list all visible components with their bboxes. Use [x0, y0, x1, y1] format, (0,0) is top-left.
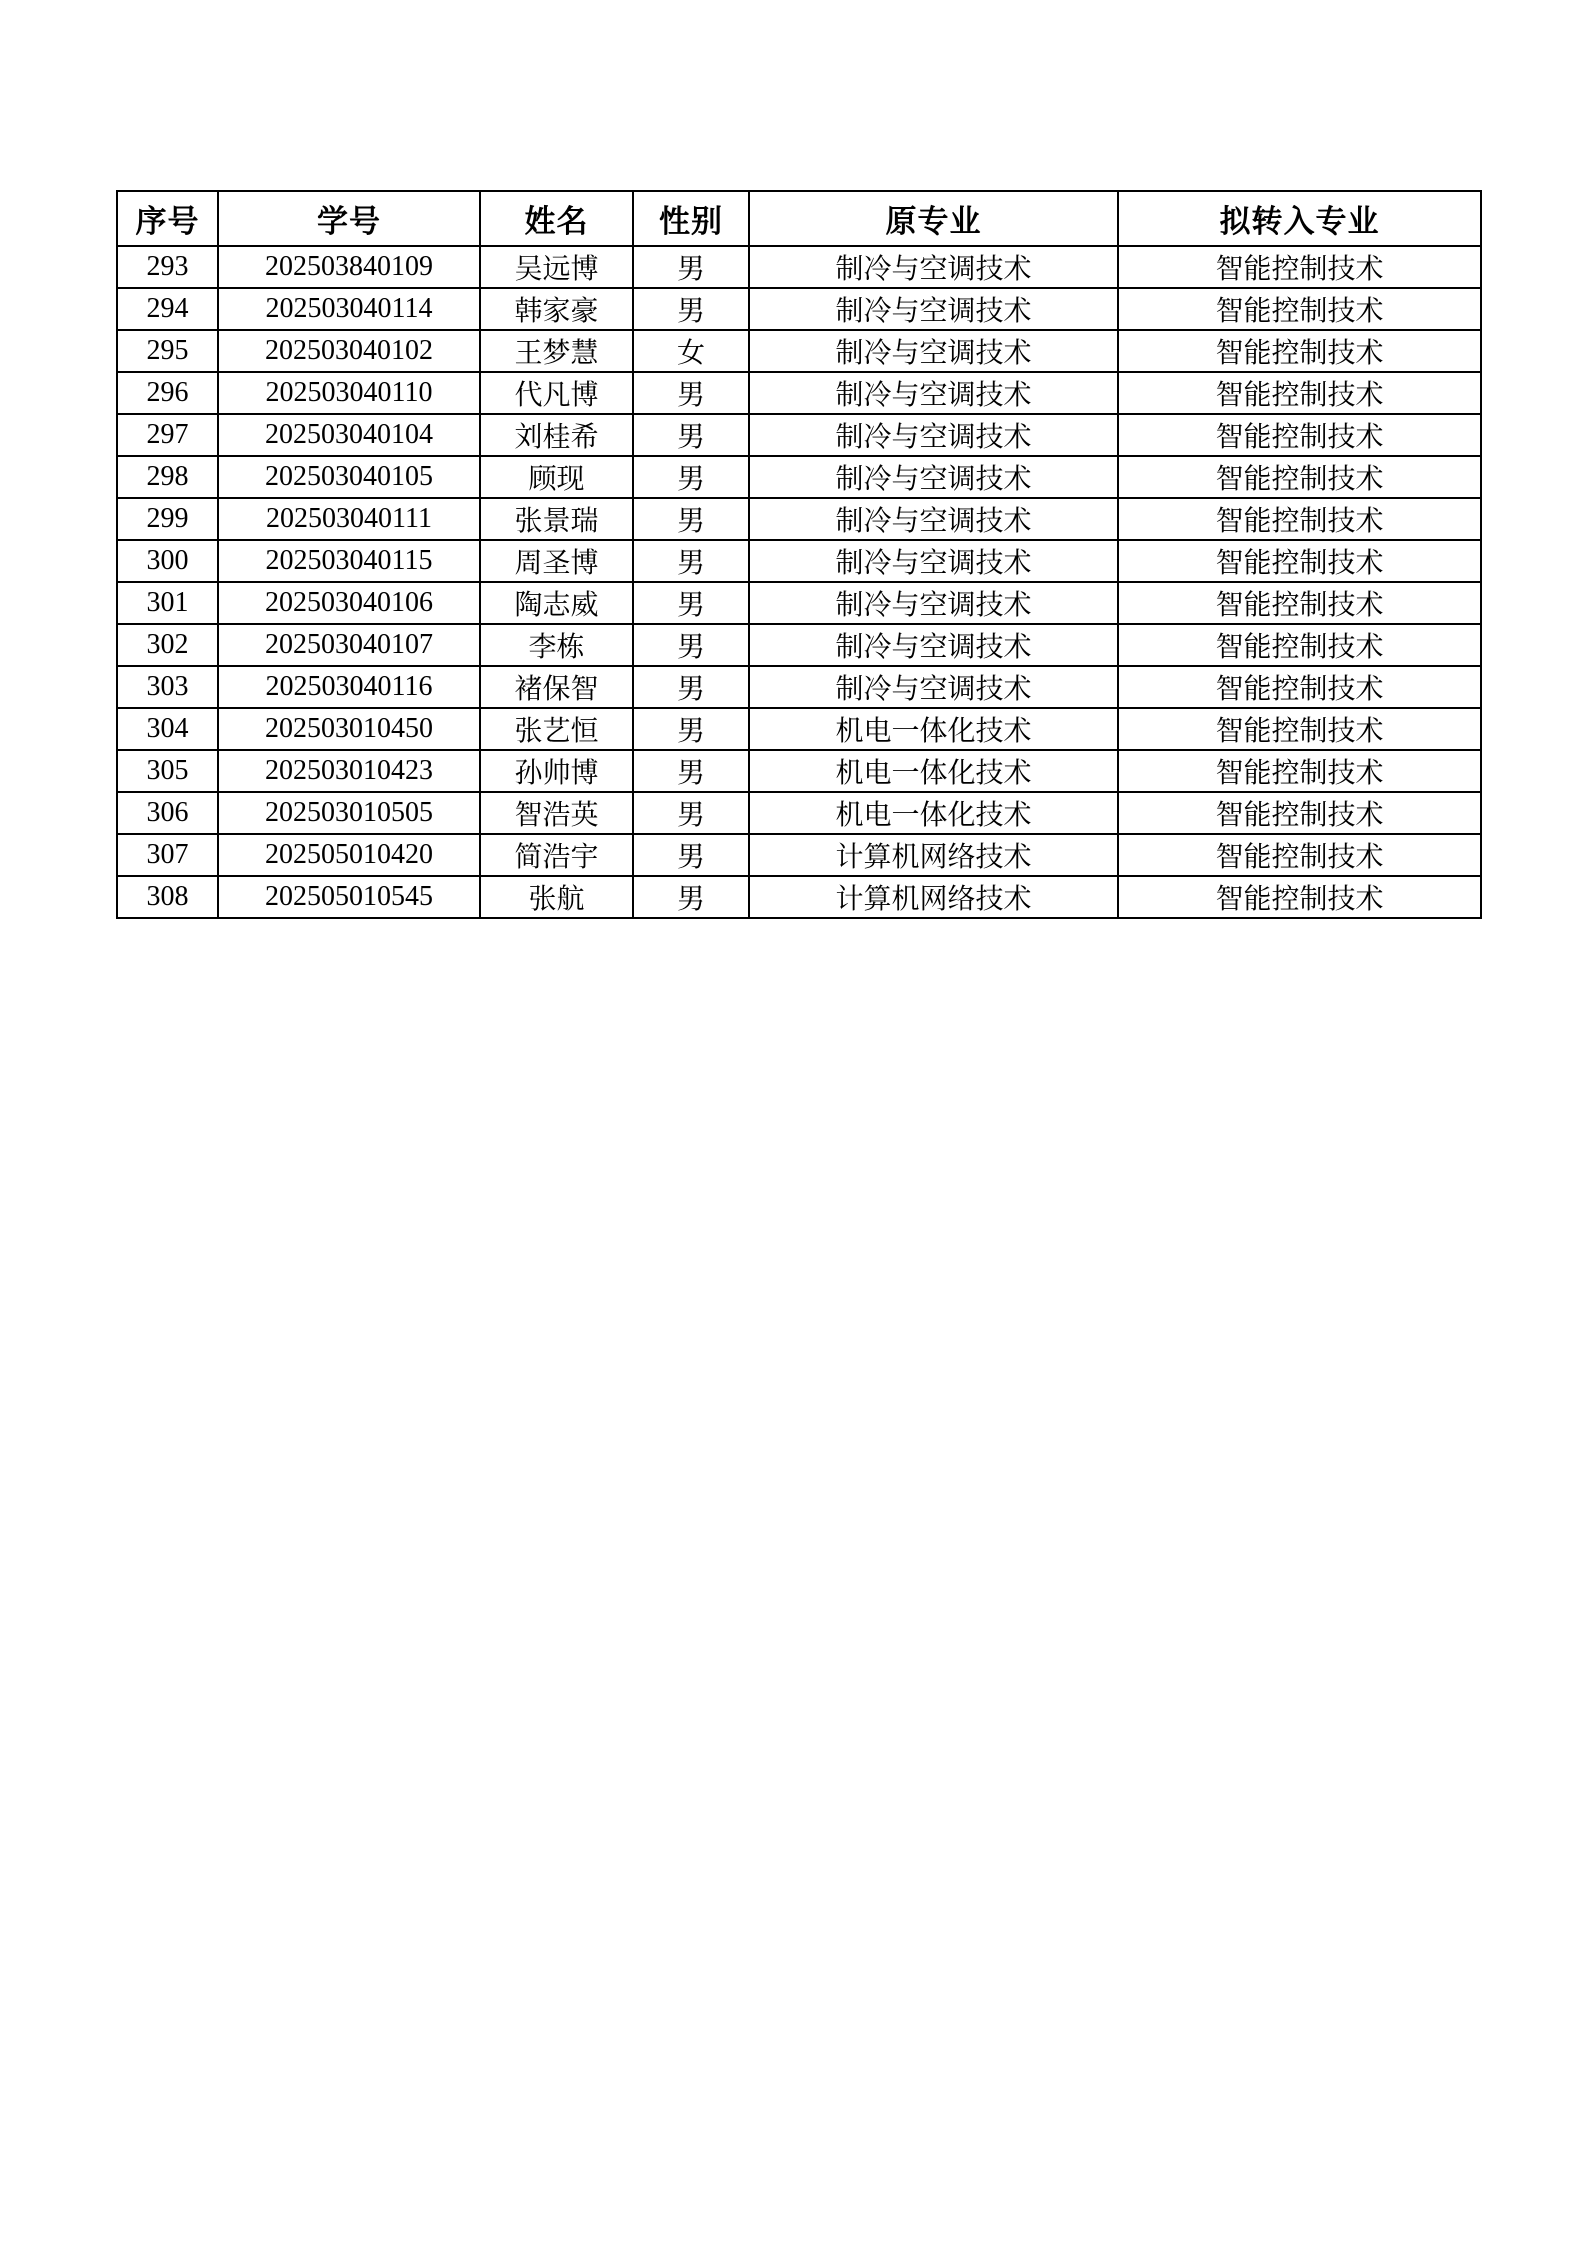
- table-row: [117, 246, 1481, 288]
- cell-student-id: 202503040114: [218, 288, 480, 330]
- cell-target-major: 智能控制技术: [1118, 876, 1481, 918]
- cell-target-major: 智能控制技术: [1118, 666, 1481, 708]
- cell-target-major: 智能控制技术: [1118, 246, 1481, 288]
- table-row: [117, 498, 1481, 540]
- table-row: [117, 540, 1481, 582]
- cell-name: 张航: [480, 876, 633, 918]
- cell-index: 293: [117, 246, 218, 288]
- cell-index: 296: [117, 372, 218, 414]
- cell-name: 韩家豪: [480, 288, 633, 330]
- cell-name: 李栋: [480, 624, 633, 666]
- cell-gender: 男: [633, 624, 749, 666]
- cell-index: 307: [117, 834, 218, 876]
- table-row: [117, 456, 1481, 498]
- cell-target-major: 智能控制技术: [1118, 708, 1481, 750]
- cell-target-major: 智能控制技术: [1118, 414, 1481, 456]
- cell-name: 吴远博: [480, 246, 633, 288]
- cell-index: 294: [117, 288, 218, 330]
- table-row: [117, 330, 1481, 372]
- cell-student-id: 202503040104: [218, 414, 480, 456]
- cell-gender: 男: [633, 498, 749, 540]
- cell-student-id: 202503040102: [218, 330, 480, 372]
- table-row: [117, 414, 1481, 456]
- cell-student-id: 202503040116: [218, 666, 480, 708]
- cell-index: 300: [117, 540, 218, 582]
- column-header-gender: 性别: [633, 191, 749, 246]
- table-header: [117, 191, 1481, 246]
- cell-index: 301: [117, 582, 218, 624]
- cell-target-major: 智能控制技术: [1118, 624, 1481, 666]
- cell-original-major: 制冷与空调技术: [749, 666, 1118, 708]
- cell-original-major: 制冷与空调技术: [749, 372, 1118, 414]
- cell-original-major: 制冷与空调技术: [749, 288, 1118, 330]
- cell-gender: 女: [633, 330, 749, 372]
- cell-student-id: 202503040115: [218, 540, 480, 582]
- cell-name: 代凡博: [480, 372, 633, 414]
- cell-target-major: 智能控制技术: [1118, 330, 1481, 372]
- cell-original-major: 制冷与空调技术: [749, 540, 1118, 582]
- cell-target-major: 智能控制技术: [1118, 456, 1481, 498]
- cell-original-major: 制冷与空调技术: [749, 624, 1118, 666]
- cell-index: 302: [117, 624, 218, 666]
- cell-gender: 男: [633, 288, 749, 330]
- cell-name: 顾现: [480, 456, 633, 498]
- cell-name: 智浩英: [480, 792, 633, 834]
- cell-original-major: 机电一体化技术: [749, 792, 1118, 834]
- cell-student-id: 202505010420: [218, 834, 480, 876]
- cell-index: 305: [117, 750, 218, 792]
- table-row: [117, 582, 1481, 624]
- table-row: [117, 666, 1481, 708]
- cell-name: 张艺恒: [480, 708, 633, 750]
- cell-target-major: 智能控制技术: [1118, 540, 1481, 582]
- cell-student-id: 202503840109: [218, 246, 480, 288]
- cell-student-id: 202503040105: [218, 456, 480, 498]
- table-row: [117, 876, 1481, 918]
- cell-student-id: 202503040110: [218, 372, 480, 414]
- cell-gender: 男: [633, 708, 749, 750]
- cell-student-id: 202503040111: [218, 498, 480, 540]
- table-row: [117, 708, 1481, 750]
- cell-name: 刘桂希: [480, 414, 633, 456]
- cell-index: 304: [117, 708, 218, 750]
- cell-gender: 男: [633, 372, 749, 414]
- cell-name: 简浩宇: [480, 834, 633, 876]
- cell-gender: 男: [633, 540, 749, 582]
- cell-original-major: 机电一体化技术: [749, 750, 1118, 792]
- cell-original-major: 计算机网络技术: [749, 876, 1118, 918]
- cell-index: 299: [117, 498, 218, 540]
- table-row: [117, 288, 1481, 330]
- table-row: [117, 372, 1481, 414]
- header-row: [117, 191, 1481, 246]
- column-header-index: 序号: [117, 191, 218, 246]
- cell-name: 张景瑞: [480, 498, 633, 540]
- cell-gender: 男: [633, 414, 749, 456]
- cell-name: 褚保智: [480, 666, 633, 708]
- cell-name: 周圣博: [480, 540, 633, 582]
- cell-index: 295: [117, 330, 218, 372]
- cell-original-major: 制冷与空调技术: [749, 456, 1118, 498]
- cell-original-major: 制冷与空调技术: [749, 246, 1118, 288]
- cell-index: 306: [117, 792, 218, 834]
- cell-gender: 男: [633, 582, 749, 624]
- cell-original-major: 计算机网络技术: [749, 834, 1118, 876]
- cell-student-id: 202503010450: [218, 708, 480, 750]
- cell-target-major: 智能控制技术: [1118, 750, 1481, 792]
- cell-target-major: 智能控制技术: [1118, 792, 1481, 834]
- cell-original-major: 制冷与空调技术: [749, 498, 1118, 540]
- student-table-body: [117, 246, 1481, 918]
- cell-original-major: 制冷与空调技术: [749, 414, 1118, 456]
- cell-target-major: 智能控制技术: [1118, 834, 1481, 876]
- cell-name: 王梦慧: [480, 330, 633, 372]
- cell-original-major: 制冷与空调技术: [749, 582, 1118, 624]
- cell-gender: 男: [633, 456, 749, 498]
- table-row: [117, 750, 1481, 792]
- table-row: [117, 834, 1481, 876]
- cell-gender: 男: [633, 876, 749, 918]
- cell-index: 297: [117, 414, 218, 456]
- cell-gender: 男: [633, 834, 749, 876]
- cell-student-id: 202503040106: [218, 582, 480, 624]
- cell-original-major: 机电一体化技术: [749, 708, 1118, 750]
- column-header-original-major: 原专业: [749, 191, 1118, 246]
- cell-index: 308: [117, 876, 218, 918]
- cell-original-major: 制冷与空调技术: [749, 330, 1118, 372]
- cell-index: 298: [117, 456, 218, 498]
- cell-student-id: 202503010505: [218, 792, 480, 834]
- cell-index: 303: [117, 666, 218, 708]
- cell-target-major: 智能控制技术: [1118, 498, 1481, 540]
- cell-name: 孙帅博: [480, 750, 633, 792]
- cell-gender: 男: [633, 666, 749, 708]
- cell-student-id: 202503010423: [218, 750, 480, 792]
- cell-name: 陶志威: [480, 582, 633, 624]
- cell-target-major: 智能控制技术: [1118, 288, 1481, 330]
- cell-gender: 男: [633, 792, 749, 834]
- cell-student-id: 202503040107: [218, 624, 480, 666]
- column-header-target-major: 拟转入专业: [1118, 191, 1481, 246]
- cell-student-id: 202505010545: [218, 876, 480, 918]
- student-transfer-table: [116, 190, 1482, 919]
- column-header-student-id: 学号: [218, 191, 480, 246]
- cell-gender: 男: [633, 246, 749, 288]
- cell-gender: 男: [633, 750, 749, 792]
- column-header-name: 姓名: [480, 191, 633, 246]
- cell-target-major: 智能控制技术: [1118, 372, 1481, 414]
- table-row: [117, 624, 1481, 666]
- cell-target-major: 智能控制技术: [1118, 582, 1481, 624]
- table-row: [117, 792, 1481, 834]
